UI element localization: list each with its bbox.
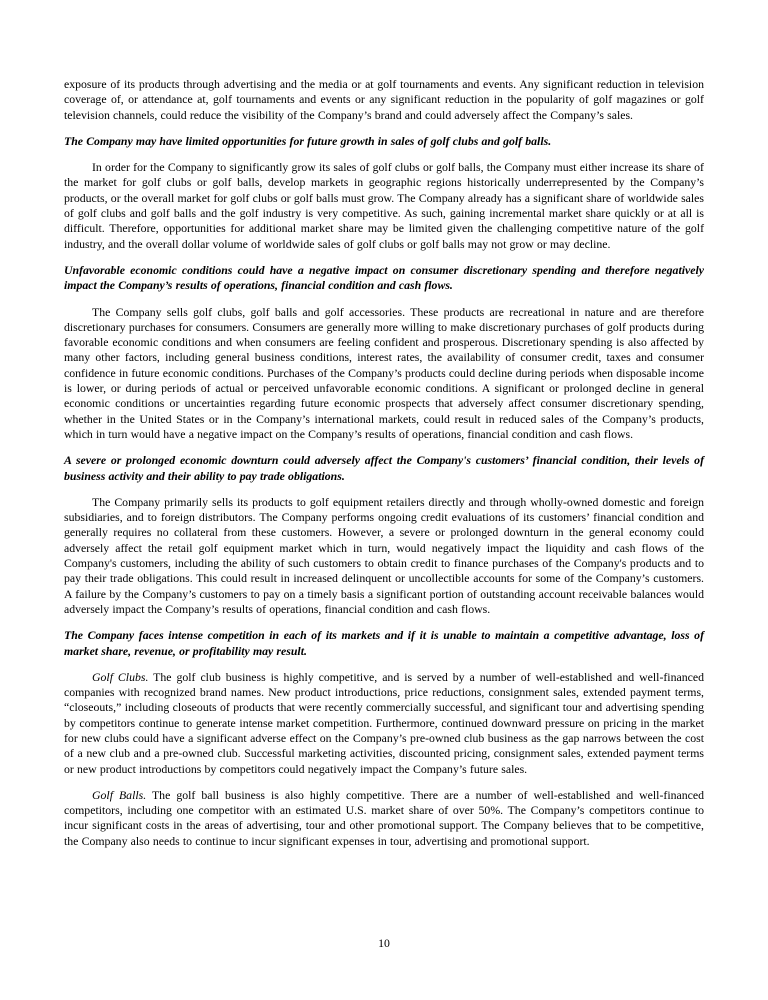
section-heading: Unfavorable economic conditions could have a negative impact on consumer discretionary spending and therefore negatively impact the Company’s results of operations, financial condition and cash flows. [64,262,704,293]
paragraph: The Company primarily sells its products to golf equipment retailers directly and through wholly-owned domestic and foreign subsidiaries, and to foreign distributors. The Company performs ongoing credit evaluations of its customers’ financial condition and generally requires no collateral from these customers. However, a severe or prolonged downturn in the general economy could adversely affect the retail golf equipment market which in turn, would negatively impact the liquidity and cash flows of the Company's customers, including the ability of such customers to obtain credit to finance purchases of the Company's products and to pay their trade obligations. This could result in increased delinquent or uncollectible accounts for some of the Company’s customers. A failure by the Company’s customers to pay on a timely basis a significant portion of outstanding account receivable balances would adversely impact the Company’s results of operations, financial condition and cash flows. [64,494,704,616]
paragraph: In order for the Company to significantly grow its sales of golf clubs or golf balls, the Company must either increase its share of the market for golf clubs or golf balls, develop markets in geographic regions historically underrepresented by the Company’s products, or the overall market for golf clubs or golf balls must grow. The Company already has a significant share of worldwide sales of golf clubs and golf balls and the golf industry is very competitive. As such, gaining incremental market share quickly or at all is difficult. Therefore, opportunities for additional market share may be limited given the challenging competitive nature of the golf industry, and the overall dollar volume of worldwide sales of golf clubs or golf balls may not grow or may decline. [64,160,704,251]
paragraph-lead: Golf Clubs. [92,669,149,684]
paragraph-lead: Golf Balls. [92,787,147,802]
page-content [64,77,704,860]
section-heading: The Company faces intense competition in each of its markets and if it is unable to maintain a competitive advantage, loss of market share, revenue, or profitability may result. [64,628,704,658]
paragraph: Golf Balls. The golf ball business is also highly competitive. There are a number of well-established and well-financed competitors, including one competitor with an estimated U.S. market share of over 50%. The Company’s competitors continue to incur significant costs in the areas of advertising, tour and other promotional support. The Company believes that to be competitive, the Company also needs to continue to incur significant expenses in tour, advertising and promotional support. [64,787,704,848]
paragraph: The Company sells golf clubs, golf balls and golf accessories. These products are recreational in nature and are therefore discretionary purchases for consumers. Consumers are generally more willing to make discretionary purchases of golf products during favorable economic conditions and when consumers are feeling confident and prosperous. Discretionary spending is also affected by many other factors, including general business conditions, interest rates, the availability of consumer credit, taxes and consumer confidence in future economic conditions. Purchases of the Company’s products could decline during periods when disposable income is lower, or during periods of actual or perceived unfavorable economic conditions. A significant or prolonged decline in general economic conditions or uncertainties regarding future economic prospects that adversely affect consumer discretionary spending, whether in the United States or in the Company’s international markets, could result in reduced sales of the Company’s products, which in turn would have a negative impact on the Company’s results of operations, financial condition and cash flows. [64,304,704,441]
section-heading: The Company may have limited opportunities for future growth in sales of golf clubs and golf balls. [64,133,552,148]
section-heading: A severe or prolonged economic downturn could adversely affect the Company's customers’ financial condition, their levels of business activity and their ability to pay trade obligations. [64,453,704,483]
page-number: 10 [378,936,390,950]
paragraph: exposure of its products through advertising and the media or at golf tournaments and events. Any significant reduction in television coverage of, or attendance at, golf tournaments and events or any significant reduction in the popularity of golf magazines or golf television channels, could reduce the visibility of the Company’s brand and could adversely affect the Company’s sales. [64,77,704,122]
paragraph: Golf Clubs. The golf club business is highly competitive, and is served by a number of well-established and well-financed companies with recognized brand names. New product introductions, price reductions, consignment sales, extended payment terms, “closeouts,” including closeouts of products that were recently commercially successful, and significant tour and advertising spending by competitors continue to generate intense market competition. Furthermore, continued downward pressure on pricing in the market for new clubs could have a significant adverse effect on the Company’s pre-owned club business as the gap narrows between the cost of a new club and a pre-owned club. Successful marketing activities, discounted pricing, consignment sales, extended payment terms or new product introductions by competitors could negatively impact the Company’s future sales. [64,669,704,776]
